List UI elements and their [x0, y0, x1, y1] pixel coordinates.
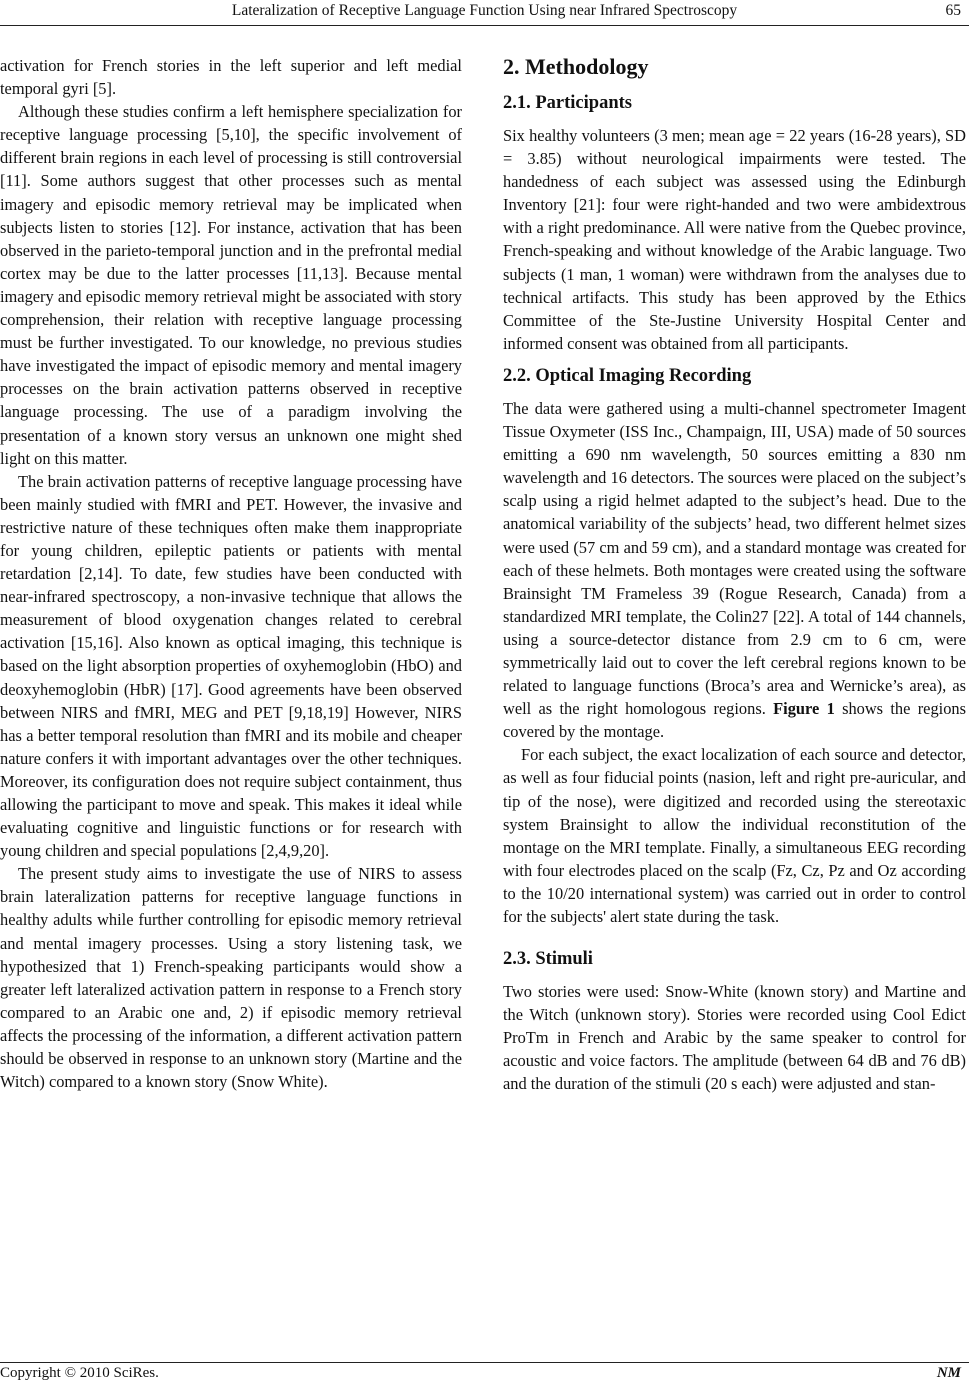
subsection-heading: 2.2. Optical Imaging Recording	[503, 365, 752, 386]
paragraph-text: The data were gathered using a multi-channel spectrometer Imagent Tissue Oxymeter (ISS Inc., Champaign, III, USA) made of 50 sources emitting a 690 nm wavelength, 50 sources emitting a 830 nm wavelength and 16 detectors. The sources were placed on the subject’s scalp using a rigid helmet adapted to the subject’s head. Due to the anatomical variability of the subjects’ head, two different helmet sizes were used (57 cm and 59 cm), and a standard montage was created for each of these helmets. Both montages were created using the software Brainsight TM Frameless 39 (Rogue Research, Canada) from a standardized MRI template, the Colin27 [22]. A total of 144 channels, using a source-detector distance from 2.9 cm to 6 cm, were symmetrically laid out to cover the left cerebral regions known to be related to language functions (Broca’s area and Wernicke’s area), as well as the right homologous regions.	[503, 398, 966, 719]
paragraph: The brain activation patterns of receptive language processing have been mainly studied with fMRI and PET. However, the invasive and restrictive nature of these techniques often make them inappropriate for young children, epileptic patients or patients with mental retardation [2,14]. To date, few studies have been conducted with near-infrared spectroscopy, a non-invasive technique that allows the measurement of blood oxygenation changes related to cerebral activation [15,16]. Also known as optical imaging, this technique is based on the light absorption properties of oxyhemoglobin (HbO) and deoxyhemoglobin (HbR) [17]. Good agreements have been observed between NIRS and fMRI, MEG and PET [9,18,19] However, NIRS has a better temporal resolution than fMRI and its mobile and cheaper nature confers it with important advantages over the other techniques. Moreover, its configuration does not require subject containment, thus allowing the participant to move and speak. This makes it ideal while evaluating cognitive and linguistic functions or for research with young children and special populations [2,4,9,20].	[0, 471, 462, 861]
right-column	[503, 54, 966, 1096]
copyright-notice: Copyright © 2010 SciRes.	[0, 1365, 159, 1381]
subsection-heading: 2.1. Participants	[503, 93, 632, 113]
paragraph: The present study aims to investigate the use of NIRS to assess brain lateralization patterns for receptive language functions in healthy adults while further controlling for episodic memory retrieval and mental imagery processes. Using a story listening task, we hypothesized that 1) French-speaking participants would show a greater left lateralized activation pattern in response to a French story compared to an Arabic one and, 2) if episodic memory retrieval affects the processing of the information, a different activation pattern should be observed in response to an unknown story (Martine and the Witch) compared to a known story (Snow White).	[0, 864, 462, 1092]
paragraph-text: shows the regions covered by the montage.	[503, 699, 966, 742]
subsection-heading: 2.3. Stimuli	[503, 949, 593, 970]
paragraph: Six healthy volunteers (3 men; mean age = 22 years (16-28 years), SD = 3.85) without neurological impairments were tested. The handedness of each subject was assessed using the Edinburgh Inventory [21]: four were right-handed and two were ambidextrous with a right predominance. All were native from the Quebec province, French-speaking and without knowledge of the Arabic language. Two subjects (1 man, 1 woman) were withdrawn from the analyses due to technical artifacts. This study has been approved by the Ethics Committee of the Ste-Justine University Hospital Center and informed consent was obtained from all participants.	[503, 126, 966, 353]
figure-reference: Figure 1	[773, 699, 835, 719]
running-header	[0, 0, 969, 26]
running-title: Lateralization of Receptive Language Function Using near Infrared Spectroscopy	[231, 2, 738, 19]
left-column	[0, 54, 462, 1093]
page-number: 65	[945, 2, 961, 19]
section-heading: 2. Methodology	[503, 54, 649, 79]
paragraph: Two stories were used: Snow-White (known story) and Martine and the Witch (unknown story). Stories were recorded using Cool Edict ProTm in French and Arabic by the same speaker to control for acoustic and voice factors. The amplitude (between 64 dB and 76 dB) and the duration of the stimuli (20 s each) were adjusted and stan-	[503, 982, 966, 1094]
paragraph	[503, 397, 966, 743]
paragraph: Although these studies confirm a left hemisphere specialization for receptive language processing [5,10], the specific involvement of different brain regions in each level of processing is still controversial [11]. Some authors suggest that other processes such as mental imagery and episodic memory retrieval may be implicated when subjects listen to stories [12]. For instance, activation that has been observed in the parieto-temporal junction and in the prefrontal medial cortex may be due to the latter processes [11,13]. Because mental imagery and episodic memory retrieval might be associated with story comprehension, their relation with receptive language processing must be further investigated. To our knowledge, no previous studies have investigated the impact of episodic memory and mental imagery processes on the brain activation patterns observed in receptive language processing. The use of a paradigm involving the presentation of a known story versus an unknown one might shed light on this matter.	[0, 102, 462, 468]
journal-abbreviation: NM	[936, 1365, 961, 1381]
paragraph: For each subject, the exact localization of each source and detector, as well as four fiducial points (nasion, left and right pre-auricular, and tip of the nose), were digitized and recorded using the stereotaxic system Brainsight to allow the individual reconstitution of the montage on the MRI template. Finally, a simultaneous EEG recording with four electrodes placed on the scalp (Fz, Cz, Pz and Oz according to the 10/20 international system) was carried out in order to control for the subjects' alert state during the task.	[503, 745, 966, 926]
paragraph: activation for French stories in the left superior and left medial temporal gyri [5].	[0, 56, 462, 99]
page-footer	[0, 1362, 969, 1386]
